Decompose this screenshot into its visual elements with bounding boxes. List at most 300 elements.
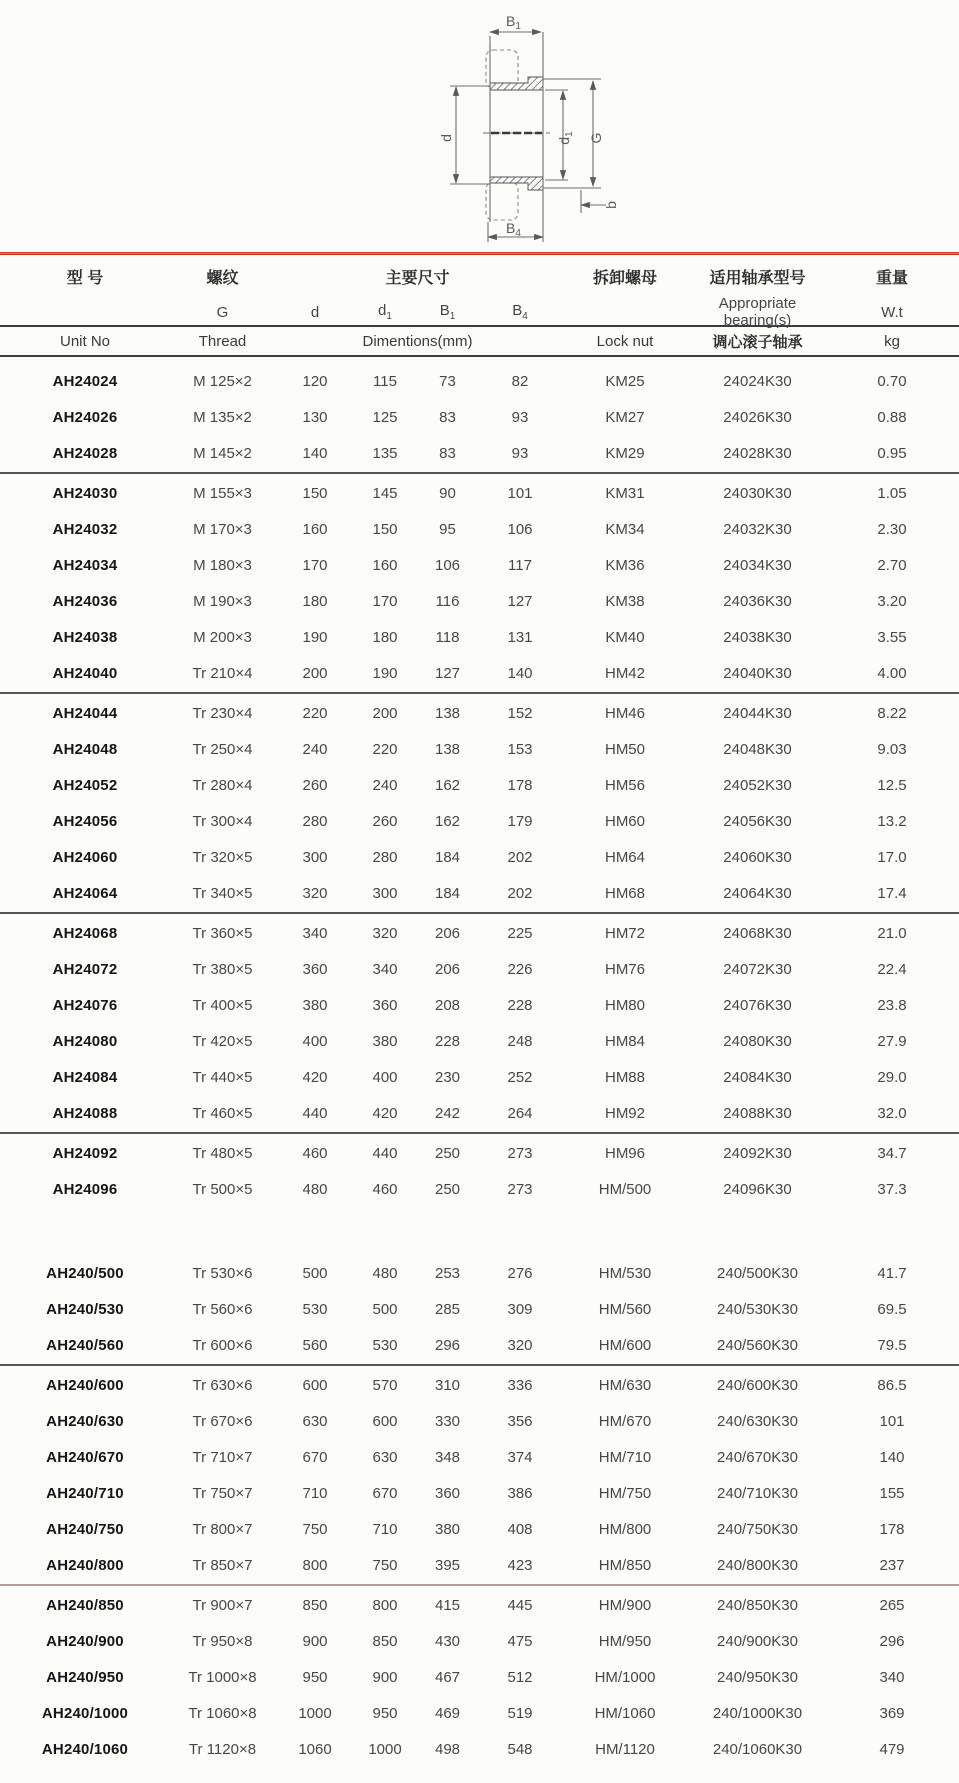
cell-dim-b4: 264	[507, 1104, 533, 1122]
cell-bearing: 24064K30	[723, 884, 792, 902]
header-row-cn	[0, 257, 959, 295]
cell-weight: 23.8	[877, 996, 907, 1014]
cell-thread: Tr 360×5	[192, 924, 253, 942]
cell-dim-b1: 206	[434, 924, 461, 942]
cell-dim-b1: 118	[435, 628, 460, 646]
cell-bearing: 24052K30	[723, 776, 792, 794]
cell-dim-d1: 125	[372, 408, 398, 426]
cell-weight: 34.7	[877, 1144, 907, 1162]
col-header-dims-cn: 主要尺寸	[385, 269, 450, 287]
col-header-dims-en: Dimentions(mm)	[362, 332, 473, 350]
cell-dim-d1: 670	[372, 1484, 398, 1502]
cell-weight: 86.5	[877, 1376, 907, 1394]
header-row-symbols	[0, 295, 959, 329]
cell-dim-b1: 469	[434, 1704, 461, 1722]
cell-bearing: 24072K30	[723, 960, 792, 978]
cell-dim-d1: 220	[372, 740, 398, 758]
cell-unit-no: AH24092	[52, 1144, 118, 1162]
cell-dim-d1: 300	[372, 884, 398, 902]
table-row	[0, 399, 959, 435]
table-row	[0, 1511, 959, 1547]
cell-bearing: 240/850K30	[717, 1596, 798, 1614]
table-row	[0, 1731, 959, 1767]
cell-dim-b1: 253	[434, 1264, 461, 1282]
cell-weight: 4.00	[877, 664, 907, 682]
cell-weight: 21.0	[877, 924, 907, 942]
cell-dim-d: 670	[302, 1448, 328, 1466]
cell-dim-d1: 500	[372, 1300, 398, 1318]
cell-dim-b1: 285	[434, 1300, 461, 1318]
cell-dim-d1: 160	[372, 556, 398, 574]
table-row	[0, 767, 959, 803]
cell-lock-nut: HM56	[604, 776, 645, 794]
cell-unit-no: AH24026	[52, 408, 118, 426]
cell-bearing: 24026K30	[723, 408, 792, 426]
cell-lock-nut: HM/800	[598, 1520, 652, 1538]
cell-lock-nut: HM92	[604, 1104, 645, 1122]
cell-weight: 22.4	[877, 960, 907, 978]
sleeve-section-drawing	[388, 0, 620, 252]
group-separator	[0, 1584, 959, 1586]
cell-thread: M 200×3	[193, 628, 252, 646]
cell-thread: Tr 340×5	[192, 884, 253, 902]
cell-unit-no: AH24064	[52, 884, 118, 902]
header-row-en	[0, 327, 959, 355]
cell-bearing: 24092K30	[723, 1144, 792, 1162]
table-row	[0, 1403, 959, 1439]
cell-weight: 101	[879, 1412, 905, 1430]
cell-dim-b4: 82	[511, 372, 529, 390]
cell-dim-b1: 242	[434, 1104, 461, 1122]
cell-unit-no: AH24052	[52, 776, 118, 794]
cell-weight: 29.0	[877, 1068, 907, 1086]
cell-bearing: 240/1000K30	[712, 1704, 803, 1722]
cell-dim-b4: 356	[507, 1412, 533, 1430]
cell-dim-b4: 140	[507, 664, 533, 682]
cell-lock-nut: HM72	[604, 924, 645, 942]
cell-dim-d: 380	[302, 996, 328, 1014]
dim-label-b1: $B_1$	[506, 13, 521, 32]
cell-dim-b4: 127	[507, 592, 533, 610]
cell-dim-d: 320	[302, 884, 328, 902]
cell-dim-d: 1060	[298, 1740, 332, 1758]
cell-unit-no: AH240/1000	[41, 1704, 129, 1722]
cell-dim-d1: 145	[372, 484, 398, 502]
spec-table	[0, 257, 959, 1767]
table-row	[0, 839, 959, 875]
cell-bearing: 24028K30	[723, 444, 792, 462]
cell-unit-no: AH240/670	[46, 1448, 124, 1466]
cell-dim-d: 400	[302, 1032, 328, 1050]
col-header-locknut-en: Lock nut	[596, 332, 654, 350]
cell-dim-d: 460	[302, 1144, 328, 1162]
cell-dim-d1: 200	[372, 704, 398, 722]
cell-lock-nut: HM/710	[598, 1448, 652, 1466]
cell-thread: M 155×3	[193, 484, 252, 502]
cell-dim-b4: 273	[507, 1180, 533, 1198]
cell-dim-d1: 530	[372, 1336, 398, 1354]
cell-dim-d1: 180	[372, 628, 398, 646]
cell-lock-nut: KM25	[605, 372, 645, 390]
table-row	[0, 951, 959, 987]
cell-unit-no: AH24056	[52, 812, 118, 830]
table-row	[0, 583, 959, 619]
cell-thread: Tr 500×5	[192, 1180, 253, 1198]
cell-bearing: 24048K30	[723, 740, 792, 758]
cell-lock-nut: HM64	[604, 848, 645, 866]
cell-lock-nut: HM/750	[598, 1484, 652, 1502]
cell-unit-no: AH24096	[52, 1180, 118, 1198]
cell-dim-b1: 127	[434, 664, 461, 682]
cell-dim-b4: 153	[507, 740, 533, 758]
cell-thread: Tr 850×7	[192, 1556, 253, 1574]
group-separator	[0, 1364, 959, 1366]
cell-lock-nut: HM42	[604, 664, 645, 682]
cell-weight: 69.5	[877, 1300, 907, 1318]
cell-bearing: 240/600K30	[717, 1376, 798, 1394]
cell-unit-no: AH240/710	[46, 1484, 124, 1502]
cell-weight: 12.5	[877, 776, 907, 794]
cell-dim-d: 950	[302, 1668, 328, 1686]
table-row	[0, 1327, 959, 1363]
cell-dim-b4: 252	[507, 1068, 533, 1086]
cell-thread: Tr 1120×8	[188, 1740, 257, 1758]
cell-dim-d: 240	[302, 740, 328, 758]
col-header-unit-no: Unit No	[59, 332, 111, 350]
cell-weight: 155	[879, 1484, 905, 1502]
cell-dim-b1: 73	[439, 372, 456, 390]
cell-dim-b4: 248	[507, 1032, 533, 1050]
dim-label-g: G	[588, 132, 604, 144]
cell-weight: 41.7	[877, 1264, 907, 1282]
cell-dim-b1: 95	[439, 520, 456, 538]
cell-dim-d: 190	[302, 628, 328, 646]
cell-thread: Tr 800×7	[192, 1520, 253, 1538]
cell-dim-b1: 360	[434, 1484, 461, 1502]
cell-thread: Tr 380×5	[192, 960, 253, 978]
cell-thread: Tr 560×6	[192, 1300, 253, 1318]
table-row	[0, 1367, 959, 1403]
table-row	[0, 875, 959, 911]
cell-dim-d: 170	[302, 556, 328, 574]
cell-dim-d1: 115	[373, 372, 397, 390]
cell-unit-no: AH240/800	[46, 1556, 124, 1574]
cell-bearing: 24034K30	[723, 556, 792, 574]
cell-dim-b1: 296	[434, 1336, 461, 1354]
cell-bearing: 24032K30	[723, 520, 792, 538]
cell-weight: 1.05	[877, 484, 907, 502]
cell-thread: Tr 230×4	[192, 704, 253, 722]
cell-dim-b1: 90	[439, 484, 456, 502]
cell-dim-b4: 225	[507, 924, 533, 942]
cell-bearing: 240/900K30	[717, 1632, 798, 1650]
cell-dim-d: 160	[302, 520, 328, 538]
cell-dim-d1: 150	[372, 520, 398, 538]
cell-dim-d1: 135	[372, 444, 398, 462]
cell-thread: Tr 300×4	[192, 812, 253, 830]
table-row	[0, 547, 959, 583]
cell-thread: M 190×3	[193, 592, 252, 610]
col-header-weight-en: W.t	[881, 303, 903, 321]
table-row	[0, 1623, 959, 1659]
cell-thread: Tr 750×7	[192, 1484, 253, 1502]
cell-lock-nut: KM40	[605, 628, 645, 646]
group-separator	[0, 472, 959, 474]
cell-dim-b4: 519	[507, 1704, 533, 1722]
cell-thread: M 170×3	[193, 520, 252, 538]
cell-weight: 13.2	[877, 812, 907, 830]
cell-dim-b1: 184	[434, 848, 461, 866]
cell-unit-no: AH24080	[52, 1032, 118, 1050]
cell-dim-d1: 340	[372, 960, 398, 978]
cell-dim-b4: 512	[507, 1668, 533, 1686]
cell-lock-nut: HM/1120	[595, 1740, 655, 1758]
cell-lock-nut: HM50	[604, 740, 645, 758]
cell-dim-b1: 380	[434, 1520, 461, 1538]
cell-lock-nut: KM34	[605, 520, 645, 538]
cell-thread: Tr 1000×8	[188, 1668, 257, 1686]
cell-unit-no: AH240/750	[46, 1520, 124, 1538]
cell-dim-d1: 240	[372, 776, 398, 794]
cell-dim-d: 130	[302, 408, 328, 426]
cell-dim-b1: 250	[434, 1180, 461, 1198]
cell-lock-nut: KM38	[605, 592, 645, 610]
cell-dim-d: 900	[302, 1632, 328, 1650]
cell-dim-b4: 548	[507, 1740, 533, 1758]
cell-dim-b1: 250	[434, 1144, 461, 1162]
cell-dim-d1: 800	[372, 1596, 398, 1614]
cell-bearing: 24044K30	[723, 704, 792, 722]
cell-unit-no: AH240/630	[46, 1412, 124, 1430]
cell-lock-nut: HM/1000	[594, 1668, 656, 1686]
cell-bearing: 24068K30	[723, 924, 792, 942]
table-row	[0, 1695, 959, 1731]
cell-dim-b4: 117	[508, 556, 532, 574]
cell-unit-no: AH240/850	[46, 1596, 124, 1614]
cell-lock-nut: HM/1060	[594, 1704, 656, 1722]
cell-weight: 3.55	[877, 628, 907, 646]
cell-thread: M 125×2	[193, 372, 252, 390]
table-row	[0, 655, 959, 691]
cell-dim-b1: 208	[434, 996, 461, 1014]
cell-dim-b4: 273	[507, 1144, 533, 1162]
cell-dim-d: 340	[302, 924, 328, 942]
cell-dim-b4: 320	[507, 1336, 533, 1354]
cell-bearing: 240/750K30	[717, 1520, 798, 1538]
table-row	[0, 1135, 959, 1171]
cell-unit-no: AH24076	[52, 996, 118, 1014]
table-row	[0, 1659, 959, 1695]
cell-thread: Tr 420×5	[192, 1032, 253, 1050]
cell-dim-d: 300	[302, 848, 328, 866]
col-header-weight-cn: 重量	[875, 269, 908, 287]
cell-unit-no: AH24038	[52, 628, 118, 646]
cell-lock-nut: HM/600	[598, 1336, 652, 1354]
cell-dim-d: 560	[302, 1336, 328, 1354]
table-row	[0, 915, 959, 951]
cell-unit-no: AH240/530	[46, 1300, 124, 1318]
cell-unit-no: AH24084	[52, 1068, 118, 1086]
cell-dim-d: 200	[302, 664, 328, 682]
group-gap	[0, 1207, 959, 1255]
cell-lock-nut: HM/500	[598, 1180, 652, 1198]
cell-dim-b1: 467	[434, 1668, 461, 1686]
cell-bearing: 24076K30	[723, 996, 792, 1014]
table-row	[0, 695, 959, 731]
cell-thread: M 145×2	[193, 444, 252, 462]
cell-unit-no: AH24060	[52, 848, 118, 866]
col-header-d1: $d_1$	[378, 302, 392, 322]
cell-dim-b4: 202	[507, 848, 533, 866]
cell-weight: 32.0	[877, 1104, 907, 1122]
col-header-kg: kg	[884, 332, 900, 350]
table-row	[0, 1475, 959, 1511]
cell-dim-d: 220	[302, 704, 328, 722]
cell-weight: 340	[879, 1668, 905, 1686]
cell-dim-b4: 475	[507, 1632, 533, 1650]
cell-dim-b4: 423	[507, 1556, 533, 1574]
cell-dim-b1: 162	[434, 812, 461, 830]
table-row	[0, 1095, 959, 1131]
cell-dim-d: 180	[302, 592, 328, 610]
cell-dim-b4: 93	[511, 408, 529, 426]
cell-dim-d1: 600	[372, 1412, 398, 1430]
cell-dim-b4: 228	[507, 996, 533, 1014]
cell-dim-d1: 260	[372, 812, 398, 830]
cell-unit-no: AH240/1060	[41, 1740, 129, 1758]
dim-label-d: d	[438, 134, 454, 142]
cell-dim-d: 600	[302, 1376, 328, 1394]
cell-lock-nut: KM36	[605, 556, 645, 574]
table-row	[0, 1059, 959, 1095]
cell-weight: 0.88	[877, 408, 907, 426]
cell-unit-no: AH24088	[52, 1104, 118, 1122]
table-row	[0, 475, 959, 511]
cell-weight: 37.3	[877, 1180, 907, 1198]
cell-dim-b1: 228	[434, 1032, 461, 1050]
cell-weight: 178	[879, 1520, 905, 1538]
cell-thread: Tr 710×7	[192, 1448, 253, 1466]
cell-lock-nut: HM/900	[598, 1596, 652, 1614]
cell-dim-d1: 950	[372, 1704, 398, 1722]
cell-lock-nut: HM80	[604, 996, 645, 1014]
cell-lock-nut: HM68	[604, 884, 645, 902]
cell-dim-b4: 131	[507, 628, 533, 646]
cell-bearing: 24024K30	[723, 372, 792, 390]
cell-weight: 2.70	[877, 556, 907, 574]
cell-dim-d: 500	[302, 1264, 328, 1282]
cell-weight: 9.03	[877, 740, 907, 758]
group-separator	[0, 1132, 959, 1134]
cell-dim-d1: 380	[372, 1032, 398, 1050]
cell-lock-nut: HM/630	[598, 1376, 652, 1394]
col-header-d: d	[310, 303, 320, 321]
cell-dim-b1: 330	[434, 1412, 461, 1430]
cell-dim-b1: 106	[434, 556, 461, 574]
cell-bearing: 240/630K30	[717, 1412, 798, 1430]
cell-unit-no: AH240/600	[46, 1376, 124, 1394]
dim-label-b4: $B_4$	[506, 220, 521, 239]
dim-label-d1: $d_1$	[556, 131, 575, 145]
cell-dim-d1: 480	[372, 1264, 398, 1282]
cell-weight: 17.0	[877, 848, 907, 866]
col-header-b1: $B_1$	[439, 302, 456, 322]
cell-bearing: 24036K30	[723, 592, 792, 610]
cell-lock-nut: HM/530	[598, 1264, 652, 1282]
cell-weight: 296	[879, 1632, 905, 1650]
cell-dim-d1: 630	[372, 1448, 398, 1466]
top-red-rule	[0, 252, 959, 255]
cell-weight: 27.9	[877, 1032, 907, 1050]
table-row	[0, 1255, 959, 1291]
cell-thread: Tr 900×7	[192, 1596, 253, 1614]
cell-unit-no: AH24028	[52, 444, 118, 462]
cell-bearing: 24038K30	[723, 628, 792, 646]
cell-dim-b4: 226	[507, 960, 533, 978]
cell-bearing: 240/670K30	[717, 1448, 798, 1466]
cell-dim-b1: 430	[434, 1632, 461, 1650]
cell-dim-d1: 710	[372, 1520, 398, 1538]
cell-dim-b1: 206	[434, 960, 461, 978]
cell-thread: Tr 210×4	[192, 664, 253, 682]
cell-bearing: 240/500K30	[717, 1264, 798, 1282]
cell-bearing: 240/530K30	[717, 1300, 798, 1318]
cell-thread: Tr 600×6	[192, 1336, 253, 1354]
cell-bearing: 24040K30	[723, 664, 792, 682]
cell-unit-no: AH240/950	[46, 1668, 124, 1686]
cell-dim-d1: 1000	[368, 1740, 402, 1758]
cell-dim-d1: 750	[372, 1556, 398, 1574]
cell-dim-b1: 415	[434, 1596, 461, 1614]
col-header-thread-en: Thread	[198, 332, 247, 350]
cell-thread: Tr 280×4	[192, 776, 253, 794]
cell-dim-b1: 138	[434, 740, 461, 758]
cell-lock-nut: KM27	[605, 408, 645, 426]
cell-unit-no: AH24030	[52, 484, 118, 502]
cell-dim-b4: 336	[507, 1376, 533, 1394]
cell-dim-d: 850	[302, 1596, 328, 1614]
table-row	[0, 1291, 959, 1327]
cell-dim-b1: 184	[434, 884, 461, 902]
cell-lock-nut: HM88	[604, 1068, 645, 1086]
cell-weight: 0.70	[877, 372, 907, 390]
cell-dim-d: 800	[302, 1556, 328, 1574]
cell-dim-d1: 460	[372, 1180, 398, 1198]
cell-weight: 79.5	[877, 1336, 907, 1354]
cell-unit-no: AH240/500	[46, 1264, 124, 1282]
cell-thread: Tr 1060×8	[188, 1704, 257, 1722]
cell-bearing: 240/800K30	[717, 1556, 798, 1574]
cell-weight: 237	[879, 1556, 905, 1574]
cell-unit-no: AH24032	[52, 520, 118, 538]
cell-dim-b4: 408	[507, 1520, 533, 1538]
cell-dim-b1: 83	[439, 444, 456, 462]
cell-dim-d: 140	[302, 444, 328, 462]
cell-thread: Tr 670×6	[192, 1412, 253, 1430]
cell-weight: 369	[879, 1704, 905, 1722]
cell-lock-nut: HM/850	[598, 1556, 652, 1574]
col-header-thread-g: G	[216, 303, 229, 321]
cell-unit-no: AH24040	[52, 664, 118, 682]
cell-lock-nut: HM/950	[598, 1632, 652, 1650]
table-row	[0, 1023, 959, 1059]
cell-dim-d1: 400	[372, 1068, 398, 1086]
cell-weight: 3.20	[877, 592, 907, 610]
cell-dim-b4: 309	[507, 1300, 533, 1318]
group-separator	[0, 912, 959, 914]
cell-dim-d1: 170	[372, 592, 398, 610]
cell-dim-d1: 850	[372, 1632, 398, 1650]
